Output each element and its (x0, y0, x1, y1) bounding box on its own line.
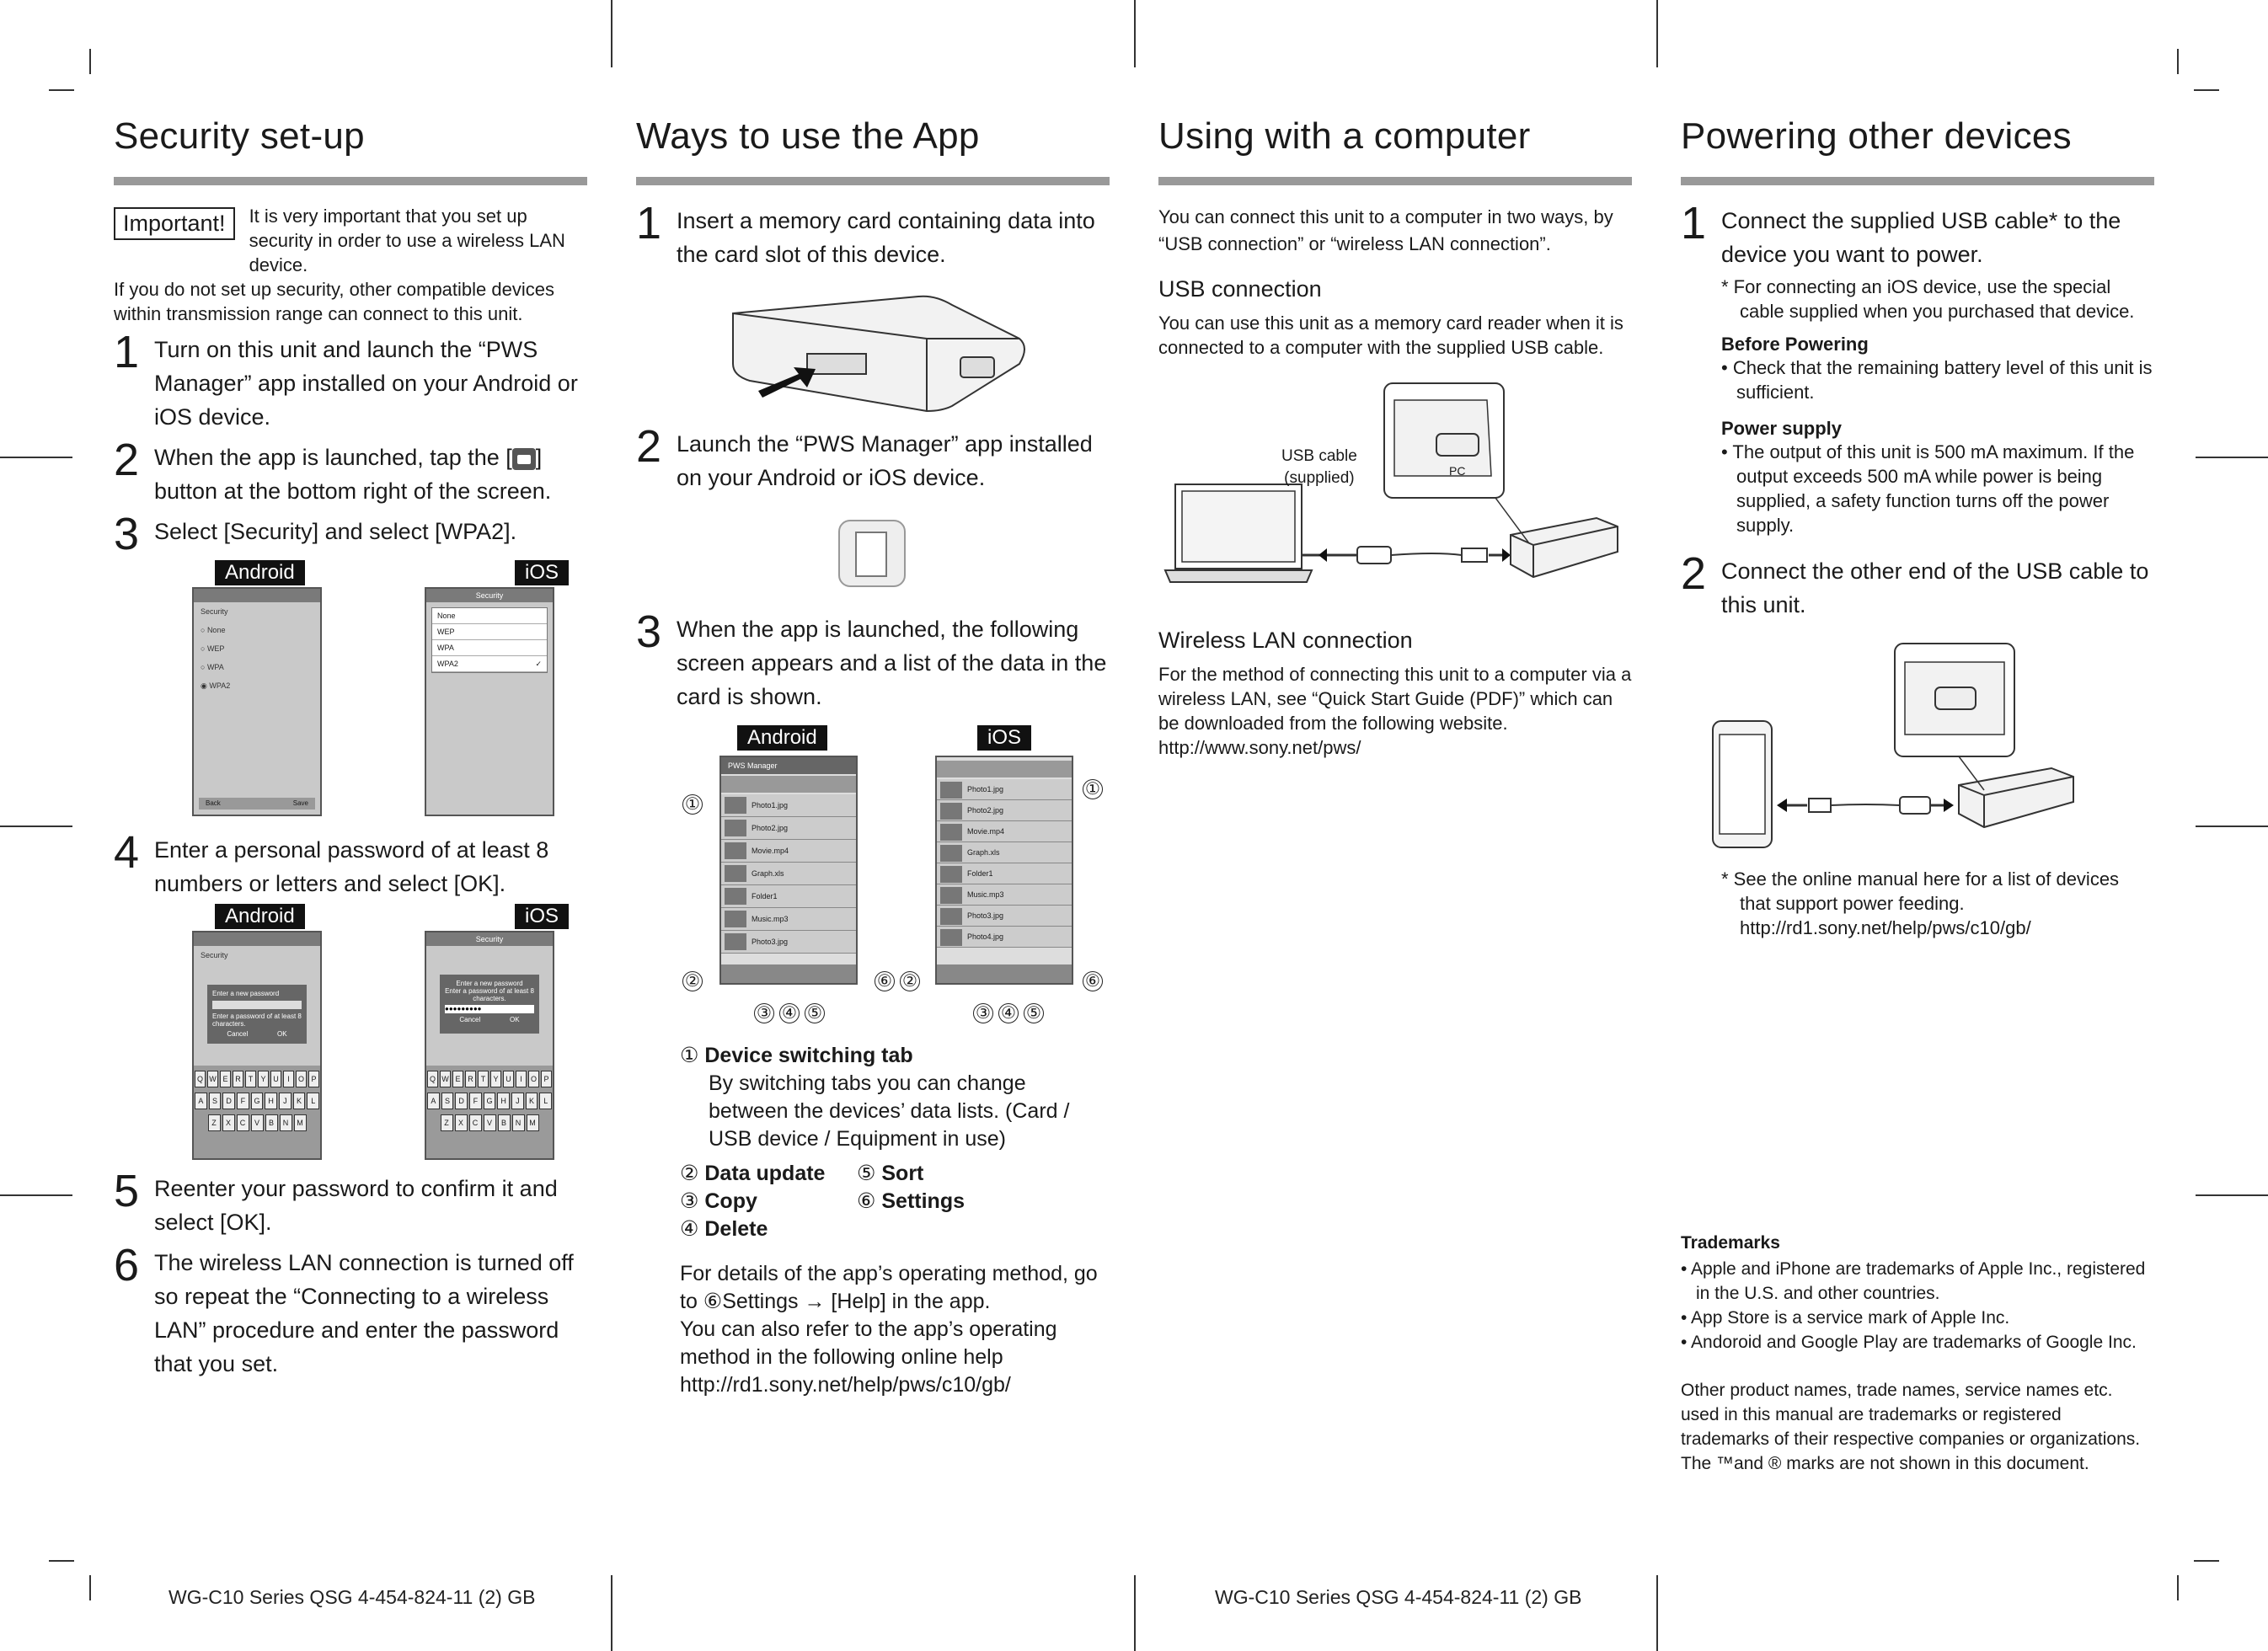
file-item: Photo4.jpg (937, 927, 1072, 948)
file-item: Graph.xls (937, 842, 1072, 863)
trademarks-heading: Trademarks (1681, 1233, 1780, 1253)
password-dialog: Enter a new password Enter a password of at least 8 characters. Cancel OK (207, 985, 307, 1044)
step-number: 2 (114, 435, 140, 485)
trademark-item: • Apple and iPhone are trademarks of Apple Inc., registered in the U.S. and other countries. (1681, 1259, 2146, 1303)
ios-cable-note: * For connecting an iOS device, use the special cable supplied when you purchased that device. (1721, 276, 2135, 322)
fold-mark (1656, 0, 1658, 67)
step-number: 6 (114, 1240, 140, 1290)
fold-mark (611, 1575, 612, 1651)
callout-5: ⑤ (1024, 1003, 1044, 1023)
step-3 (636, 606, 1110, 713)
usb-connection-illustration (1158, 375, 1632, 602)
file-item: Photo1.jpg (721, 794, 856, 817)
file-item: Photo2.jpg (721, 817, 856, 840)
pc-port-label: PC (1449, 464, 1466, 478)
footer-right: WG-C10 Series QSG 4-454-824-11 (2) GB (1215, 1586, 1582, 1608)
ios-app-screen (935, 756, 1073, 985)
screen-status-bar (194, 589, 320, 602)
step-text: Connect the other end of the USB cable to this unit. (1721, 558, 2149, 617)
callout-3: ③ (754, 1003, 774, 1023)
file-item: Photo1.jpg (937, 779, 1072, 800)
ios-label: iOS (977, 725, 1031, 751)
crop-mark (49, 1560, 74, 1562)
title-rule (1681, 177, 2154, 185)
fold-mark (2196, 1194, 2268, 1196)
step-text (154, 441, 587, 508)
column-using-computer (1158, 115, 1632, 760)
step-number: 2 (636, 421, 662, 472)
step-text: Insert a memory card containing data into the card slot of this device. (677, 208, 1095, 267)
title-rule (1158, 177, 1632, 185)
app-screens (636, 719, 1110, 1022)
desc-3: ③ Copy (680, 1189, 757, 1213)
step-text-b: ] button at the bottom right of the screen. (154, 445, 552, 504)
power-supply-text: • The output of this unit is 500 mA maximum. If the output exceeds 500 mA while power is being supplied, a safety function turns off the power supply. (1721, 441, 2135, 536)
os-labels (215, 560, 569, 585)
desc-2: ② Data update (680, 1162, 826, 1185)
power-supply-heading: Power supply (1721, 418, 1843, 439)
important-text: It is very important that you set up security in order to use a wireless LAN device. (249, 206, 565, 275)
wlan-url[interactable]: http://www.sony.net/pws/ (1158, 737, 1361, 758)
radio-option-selected: ◉ WPA2 (201, 681, 231, 690)
step-number: 1 (636, 198, 662, 248)
callout-1: ① (1083, 779, 1103, 799)
fold-mark (1134, 1575, 1136, 1651)
fold-mark (611, 0, 612, 67)
screen-nav-bar: Security (426, 589, 553, 602)
keyboard: Q W E R T Y U I O P A S D F G H J K L Z X C V B N M (426, 1066, 553, 1158)
column-security-setup (114, 115, 587, 1381)
file-item: Folder1 (937, 863, 1072, 884)
fold-mark (0, 1194, 72, 1196)
details-text: For details of the app’s operating method, go to ⑥Settings → [Help] in the app. (680, 1262, 1098, 1313)
step-text: Select [Security] and select [WPA2]. (154, 519, 517, 544)
trademark-other: Other product names, trade names, service names etc. used in this manual are trademarks or registered trademarks of their respective companies or organizations. (1681, 1381, 2141, 1449)
section-title-powering: Powering other devices (1681, 115, 2072, 157)
step-number: 1 (1681, 198, 1707, 248)
option-list: None WEP WPA WPA2 ✓ (431, 607, 548, 673)
step-number: 2 (1681, 548, 1707, 599)
step-2 (636, 421, 1110, 494)
step-number: 4 (114, 827, 140, 878)
desc-4: ④ Delete (680, 1217, 768, 1241)
refer-text: You can also refer to the app’s operating method in the following online help (680, 1317, 1057, 1369)
fold-mark (2196, 826, 2268, 827)
step-number: 3 (636, 606, 662, 657)
section-title-computer: Using with a computer (1158, 115, 1531, 157)
help-url[interactable]: http://rd1.sony.net/help/pws/c10/gb/ (680, 1373, 1011, 1397)
file-item: Movie.mp4 (721, 840, 856, 863)
step-text: Launch the “PWS Manager” app installed on your Android or iOS device. (677, 431, 1093, 490)
selected-option: WPA2 ✓ (432, 656, 547, 672)
powering-illustration (1681, 637, 2154, 856)
screen-title: Security (201, 607, 228, 616)
important-label: Important! (114, 207, 235, 240)
trademark-item: • Andoroid and Google Play are trademarks of Google Inc. (1681, 1333, 2137, 1352)
check-icon: ✓ (535, 660, 542, 668)
crop-mark (2177, 1575, 2179, 1600)
power-feeding-url[interactable]: http://rd1.sony.net/help/pws/c10/gb/ (1740, 917, 2031, 938)
step-5 (114, 1166, 587, 1239)
step-text: The wireless LAN connection is turned off so repeat the “Connecting to a wireless LAN” procedure and enter the password that you set. (154, 1250, 574, 1376)
step-4 (114, 827, 587, 900)
security-screens (192, 587, 554, 816)
android-security-screen (192, 587, 322, 816)
title-rule (636, 177, 1110, 185)
callout-4: ④ (779, 1003, 800, 1023)
callout-5: ⑤ (805, 1003, 825, 1023)
power-feeding-note: * See the online manual here for a list of devices that support power feeding. (1721, 868, 2120, 914)
device-switching-tab (937, 761, 1072, 777)
callout-2: ② (900, 971, 920, 991)
android-label: Android (737, 725, 827, 751)
callout-4: ④ (998, 1003, 1019, 1023)
file-item: Graph.xls (721, 863, 856, 885)
callout-3: ③ (973, 1003, 993, 1023)
callout-descriptions (680, 1042, 1110, 1399)
callout-1: ① (682, 794, 703, 815)
radio-option: ○ None (201, 626, 226, 634)
step-text: Reenter your password to confirm it and select [OK]. (154, 1176, 558, 1235)
section-title-app: Ways to use the App (636, 115, 980, 157)
step-1-notes (1681, 275, 2154, 537)
step-text: Turn on this unit and launch the “PWS Manager” app installed on your Android or iOS device. (154, 337, 578, 430)
file-item: Music.mp3 (721, 908, 856, 931)
before-powering-heading: Before Powering (1721, 334, 1869, 355)
android-label: Android (215, 904, 305, 929)
card-insert-illustration (716, 288, 1036, 414)
callout-2: ② (682, 971, 703, 991)
step-text-a: When the app is launched, tap the [ (154, 445, 512, 470)
fold-mark (0, 457, 72, 458)
computer-intro: You can connect this unit to a computer in two ways, by “USB connection” or “wireless LAN connection”. (1158, 206, 1613, 254)
pws-manager-app-icon (838, 520, 906, 587)
ios-security-screen (425, 587, 554, 816)
wlan-heading: Wireless LAN connection (1158, 628, 1413, 653)
usb-connection-drawing (1158, 375, 1632, 602)
crop-mark (89, 49, 91, 74)
file-item: Photo3.jpg (937, 906, 1072, 927)
os-labels (215, 904, 569, 929)
title-rule (114, 177, 587, 185)
desc-1: ① Device switching tab (680, 1044, 913, 1067)
fold-mark (1656, 1575, 1658, 1651)
ios-label: iOS (515, 560, 569, 585)
file-item: Folder1 (721, 885, 856, 908)
column-ways-to-use (636, 115, 1110, 1399)
fold-mark (2196, 457, 2268, 458)
step-6 (114, 1240, 587, 1381)
desc-grid (680, 1160, 1034, 1243)
android-app-screen (719, 756, 858, 985)
step-number: 1 (114, 327, 140, 377)
file-item: Music.mp3 (937, 884, 1072, 906)
usb-connection-heading: USB connection (1158, 276, 1322, 302)
crop-mark (2177, 49, 2179, 74)
important-notice (114, 204, 587, 277)
desc-1-text: By switching tabs you can change between the devices’ data lists. (Card / USB device / Equipment in use) (709, 1071, 1070, 1151)
step-text: When the app is launched, the following screen appears and a list of the data in the card is shown. (677, 617, 1107, 709)
section-title-security: Security set-up (114, 115, 365, 157)
wlan-text: For the method of connecting this unit to a computer via a wireless LAN, see “Quick Start Guide (PDF)” which can be downloaded from the following website. (1158, 664, 1632, 734)
file-item: Photo3.jpg (721, 931, 856, 954)
radio-option: ○ WPA (201, 663, 224, 671)
desc-6: ⑥ Settings (857, 1189, 965, 1213)
before-powering-text: • Check that the remaining battery level of this unit is sufficient. (1721, 357, 2153, 403)
step-2-notes (1681, 867, 2154, 940)
trademarks-section (1681, 1233, 2154, 1476)
trademark-marks-note: The ™and ® marks are not shown in this document. (1681, 1454, 2089, 1473)
crop-mark (2194, 89, 2219, 91)
step-1 (114, 327, 587, 434)
app-toolbar (721, 964, 856, 983)
fold-mark (0, 826, 72, 827)
trademark-item: • App Store is a service mark of Apple Inc. (1681, 1308, 2010, 1328)
desc-5: ⑤ Sort (857, 1162, 924, 1185)
toolbox-icon (512, 448, 536, 470)
step-2 (1681, 548, 2154, 622)
screen-buttons: Back Save (199, 798, 315, 809)
crop-mark (49, 89, 74, 91)
file-item: Movie.mp4 (937, 821, 1072, 842)
password-screens (192, 931, 554, 1160)
app-toolbar (937, 964, 1072, 983)
cable-label: USB cable (supplied) (1281, 447, 1357, 487)
step-1 (1681, 198, 2154, 271)
ios-label: iOS (515, 904, 569, 929)
usb-connection-text: You can use this unit as a memory card reader when it is connected to a computer with the supplied USB cable. (1158, 313, 1623, 358)
column-powering-devices (1681, 115, 2154, 940)
step-text: Enter a personal password of at least 8 numbers or letters and select [OK]. (154, 837, 549, 896)
callout-6: ⑥ (875, 971, 895, 991)
step-3 (114, 509, 587, 559)
step-1 (636, 198, 1110, 271)
step-text: Connect the supplied USB cable* to the device you want to power. (1721, 208, 2121, 267)
android-password-screen: Security Enter a new password Enter a password of at least 8 characters. Cancel OK Q W E R T Y U I O P A S D F G H J K L Z X C V B N M (192, 931, 322, 1160)
security-intro: If you do not set up security, other compatible devices within transmission range can connect to this unit. (114, 279, 554, 324)
android-label: Android (215, 560, 305, 585)
callout-6: ⑥ (1083, 971, 1103, 991)
radio-option: ○ WEP (201, 644, 225, 653)
step-number: 5 (114, 1166, 140, 1216)
device-switching-tab (721, 776, 856, 793)
step-number: 3 (114, 509, 140, 559)
crop-mark (2194, 1560, 2219, 1562)
keyboard: Q W E R T Y U I O P A S D F G H J K L Z X C V B N M (194, 1066, 320, 1158)
footer-left: WG-C10 Series QSG 4-454-824-11 (2) GB (168, 1586, 536, 1608)
file-item: Photo2.jpg (937, 800, 1072, 821)
fold-mark (1134, 0, 1136, 67)
ios-password-screen: Security Enter a new password Enter a password of at least 8 characters. ●●●●●●●●● Cancel OK Q W E R T Y U I O P A S D F G H J K L Z X C V B N M (425, 931, 554, 1160)
password-dialog: Enter a new password Enter a password of at least 8 characters. ●●●●●●●●● Cancel OK (440, 975, 539, 1034)
crop-mark (89, 1575, 91, 1600)
app-bar: PWS Manager (721, 757, 856, 774)
step-2 (114, 435, 587, 508)
